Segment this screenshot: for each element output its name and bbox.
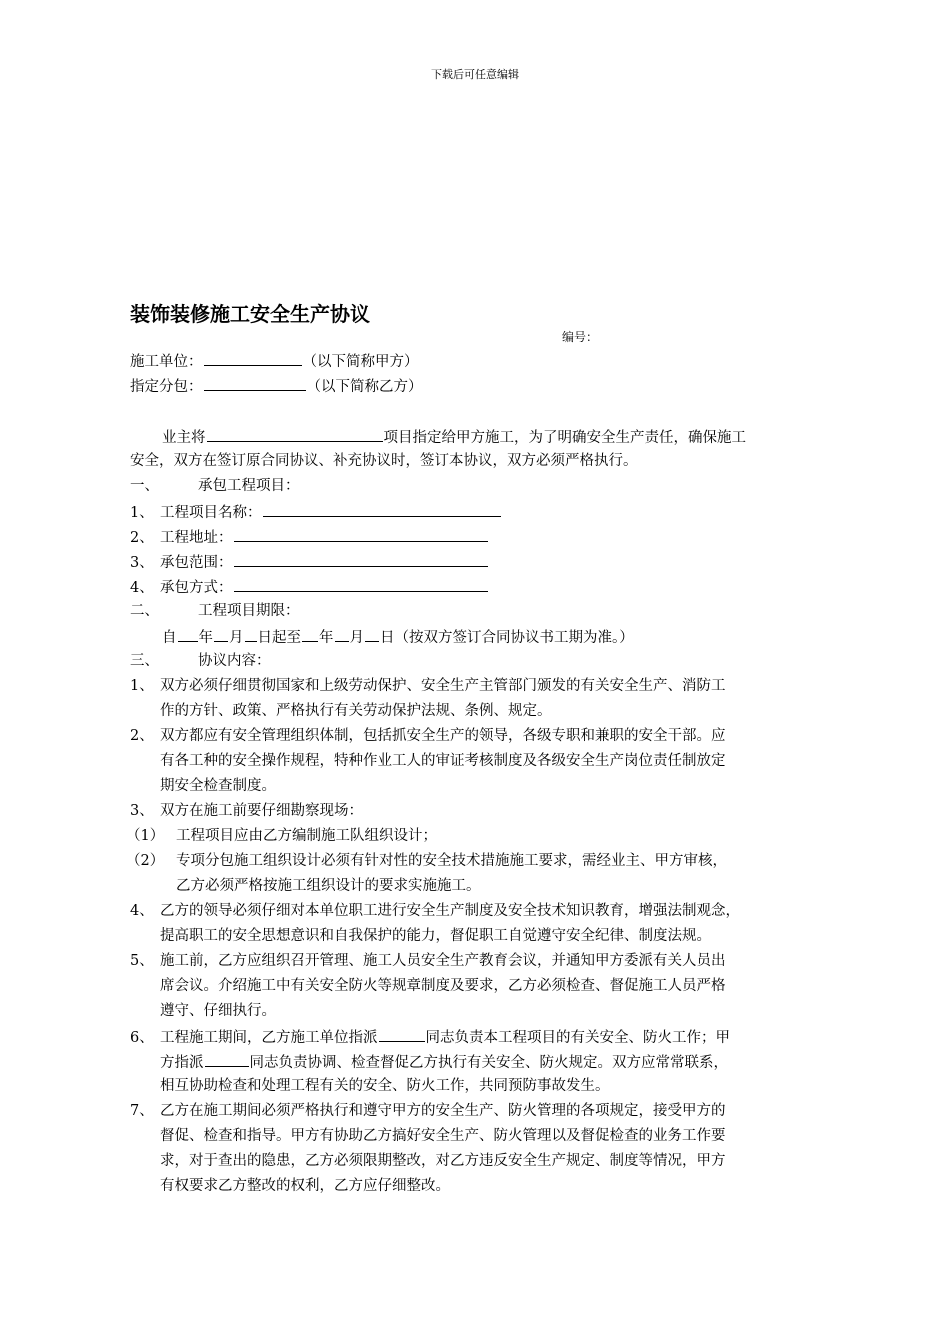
clause-2-line-3: 期安全检查制度。	[160, 778, 276, 794]
intro-prefix: 业主将	[162, 430, 206, 446]
start-day-blank	[245, 626, 257, 642]
clause-5-line-3: 遵守、仔细执行。	[160, 1003, 276, 1019]
clause-2-text-1: 双方都应有安全管理组织体制，包括抓安全生产的领导，各级专职和兼职的安全干部。应	[160, 728, 726, 744]
item-1-num: 1、	[130, 505, 154, 521]
section-2-heading	[130, 601, 300, 621]
serial-number-label: 编号：	[562, 330, 599, 344]
section-3-title: 协议内容：	[198, 653, 271, 669]
clause-1-line-1	[130, 676, 726, 696]
clause-7-line-1	[130, 1101, 726, 1121]
b-party-designee-blank	[379, 1026, 425, 1042]
period-line	[162, 626, 634, 648]
section-1-title: 承包工程项目：	[198, 478, 300, 494]
clause-1-text-1: 双方必须仔细贯彻国家和上级劳动保护、安全生产主管部门颁发的有关安全生产、消防工	[160, 678, 726, 694]
clause-7-line-4: 有权要求乙方整改的权利，乙方应仔细整改。	[160, 1178, 450, 1194]
start-year-blank	[178, 626, 198, 642]
clause-4-line-1	[130, 901, 740, 921]
section-3-heading	[130, 651, 271, 671]
intro-suffix: 项目指定给甲方施工，为了明确安全生产责任，确保施工	[383, 430, 746, 446]
section-1-num: 一、	[130, 478, 159, 494]
party-b-line	[130, 375, 423, 397]
clause-6-line-3: 相互协助检查和处理工程有关的安全、防火工作，共同预防事故发生。	[160, 1078, 610, 1094]
clause-6-line-2	[160, 1051, 728, 1073]
clause-6-text-1b: 同志负责本工程项目的有关安全、防火工作；甲	[425, 1030, 730, 1046]
clause-3a-text: 工程项目应由乙方编制施工队组织设计；	[176, 828, 437, 844]
intro-project-blank	[207, 426, 383, 442]
clause-7-num: 7、	[130, 1103, 154, 1119]
clause-2-line-2: 有各工种的安全操作规程，特种作业工人的审证考核制度及各级安全生产岗位责任制放定	[160, 753, 726, 769]
clause-6-text-1a: 工程施工期间，乙方施工单位指派	[160, 1030, 378, 1046]
clause-3-text-1: 双方在施工前要仔细勘察现场：	[160, 803, 363, 819]
period-month-2: 月	[349, 630, 364, 646]
section-3-num: 三、	[130, 653, 159, 669]
clause-6-line-1	[130, 1026, 730, 1048]
end-day-blank	[365, 626, 379, 642]
clause-3b-line-1	[126, 851, 727, 871]
start-month-blank	[214, 626, 228, 642]
period-from: 自	[162, 630, 177, 646]
end-year-blank	[302, 626, 318, 642]
item-2-blank	[234, 526, 488, 542]
party-b-blank	[204, 375, 306, 391]
period-day-to: 日起至	[257, 630, 301, 646]
item-3-line	[130, 551, 489, 573]
party-b-label: 指定分包：	[130, 379, 203, 395]
section-1-heading	[130, 476, 300, 496]
item-1-blank	[263, 501, 501, 517]
item-4-label: 承包方式：	[160, 580, 233, 596]
intro-line-1	[162, 426, 746, 448]
item-2-label: 工程地址：	[160, 530, 233, 546]
clause-6-text-2a: 方指派	[160, 1055, 204, 1071]
intro-line-2: 安全，双方在签订原合同协议、补充协议时，签订本协议，双方必须严格执行。	[130, 453, 638, 469]
item-4-num: 4、	[130, 580, 154, 596]
clause-3-line-1	[130, 801, 363, 821]
item-4-line	[130, 576, 489, 598]
clause-5-text-1: 施工前，乙方应组织召开管理、施工人员安全生产教育会议，并通知甲方委派有关人员出	[160, 953, 726, 969]
clause-5-line-1	[130, 951, 726, 971]
period-month-1: 月	[229, 630, 244, 646]
document-title: 装饰装修施工安全生产协议	[130, 302, 370, 326]
clause-4-line-2: 提高职工的安全思想意识和自我保护的能力，督促职工自觉遵守安全纪律、制度法规。	[160, 928, 711, 944]
clause-6-text-2b: 同志负责协调、检查督促乙方执行有关安全、防火规定。双方应常常联系，	[249, 1055, 728, 1071]
item-3-num: 3、	[130, 555, 154, 571]
party-b-suffix: （以下简称乙方）	[306, 379, 423, 395]
item-3-label: 承包范围：	[160, 555, 233, 571]
party-a-label: 施工单位：	[130, 354, 203, 370]
period-note: 日（按双方签订合同协议书工期为准。）	[380, 630, 634, 646]
clause-6-num: 6、	[130, 1030, 154, 1046]
item-1-label: 工程项目名称：	[160, 505, 262, 521]
period-year-1: 年	[198, 630, 213, 646]
clause-2-num: 2、	[130, 728, 154, 744]
party-a-line	[130, 350, 419, 372]
clause-5-line-2: 席会议。介绍施工中有关安全防火等规章制度及要求，乙方必须检查、督促施工人员严格	[160, 978, 726, 994]
clause-3a-line-1	[126, 826, 437, 846]
clause-3b-num: （2）	[126, 853, 165, 869]
section-2-num: 二、	[130, 603, 159, 619]
item-4-blank	[234, 576, 488, 592]
clause-3-num: 3、	[130, 803, 154, 819]
item-2-line	[130, 526, 489, 548]
period-year-2: 年	[319, 630, 334, 646]
clause-3b-text-1: 专项分包施工组织设计必须有针对性的安全技术措施施工要求，需经业主、甲方审核，	[176, 853, 727, 869]
item-3-blank	[234, 551, 488, 567]
clause-7-line-2: 督促、检查和指导。甲方有协助乙方搞好安全生产、防火管理以及督促检查的业务工作要	[160, 1128, 726, 1144]
clause-1-num: 1、	[130, 678, 154, 694]
party-a-blank	[204, 350, 302, 366]
clause-4-text-1: 乙方的领导必须仔细对本单位职工进行安全生产制度及安全技术知识教育，增强法制观念，	[160, 903, 740, 919]
clause-3b-line-2: 乙方必须严格按施工组织设计的要求实施施工。	[176, 878, 481, 894]
section-2-title: 工程项目期限：	[198, 603, 300, 619]
clause-5-num: 5、	[130, 953, 154, 969]
clause-1-line-2: 作的方针、政策、严格执行有关劳动保护法规、条例、规定。	[160, 703, 552, 719]
a-party-designee-blank	[205, 1051, 249, 1067]
clause-3a-num: （1）	[126, 828, 165, 844]
clause-7-line-3: 求，对于查出的隐患，乙方必须限期整改，对乙方违反安全生产规定、制度等情况，甲方	[160, 1153, 726, 1169]
header-note: 下载后可任意编辑	[431, 68, 519, 81]
party-a-suffix: （以下简称甲方）	[302, 354, 419, 370]
end-month-blank	[335, 626, 349, 642]
item-1-line	[130, 501, 502, 523]
clause-7-text-1: 乙方在施工期间必须严格执行和遵守甲方的安全生产、防火管理的各项规定，接受甲方的	[160, 1103, 726, 1119]
clause-4-num: 4、	[130, 903, 154, 919]
clause-2-line-1	[130, 726, 726, 746]
item-2-num: 2、	[130, 530, 154, 546]
